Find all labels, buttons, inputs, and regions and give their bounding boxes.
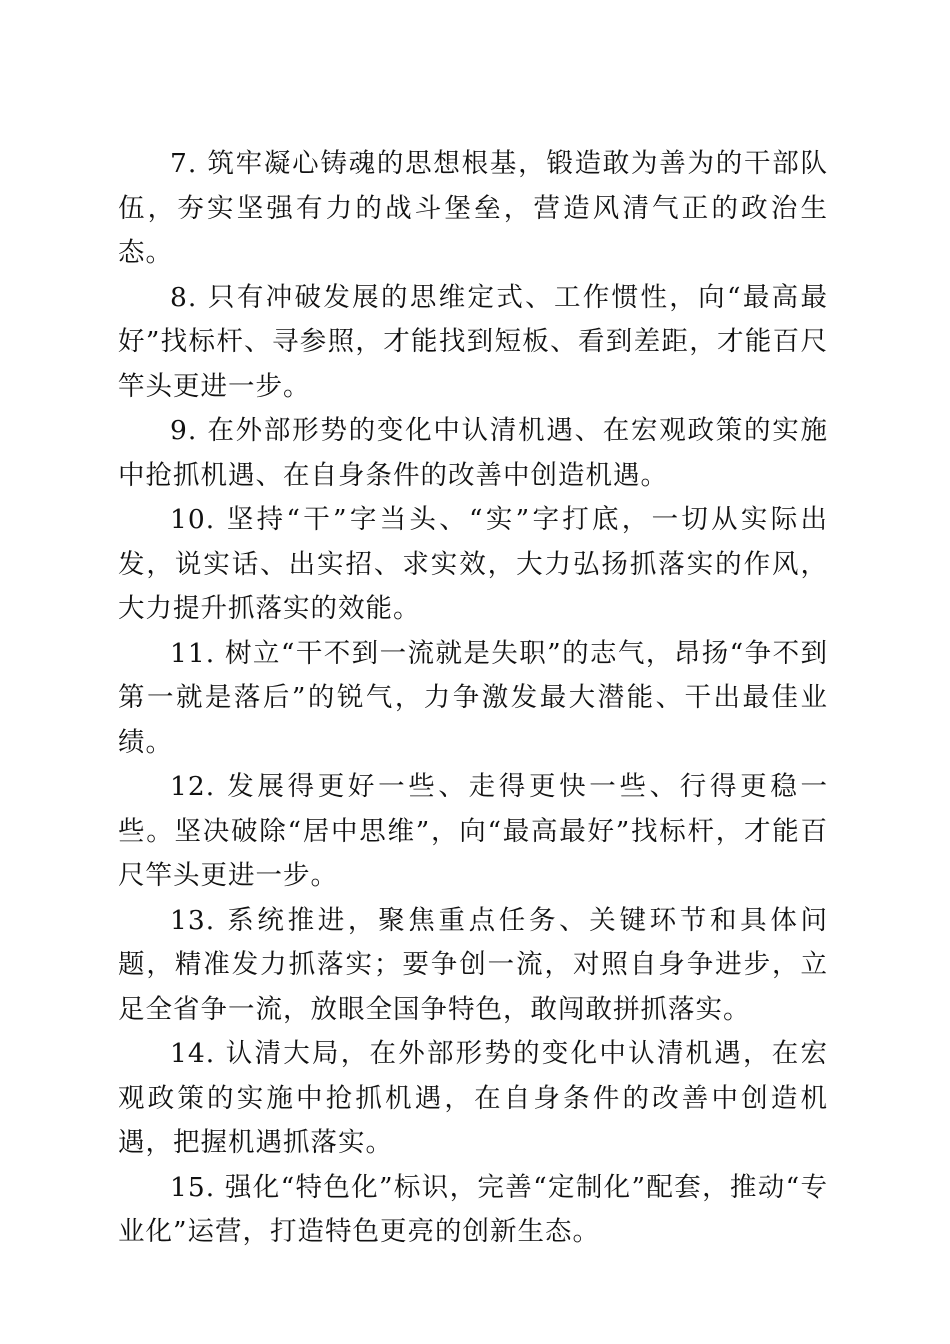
paragraph-item-8: 8. 只有冲破发展的思维定式、工作惯性，向“最高最好”找标杆、寻参照，才能找到短板、看到差距，才能百尺竿头更进一步。: [118, 281, 828, 402]
paragraph-item-9: 9. 在外部形势的变化中认清机遇、在宏观政策的实施中抢抓机遇、在自身条件的改善中创造机遇。: [118, 415, 828, 491]
paragraph-item-10: 10. 坚持“干”字当头、“实”字打底，一切从实际出发，说实话、出实招、求实效，大力弘扬抓落实的作风，大力提升抓落实的效能。: [118, 504, 828, 624]
document-page: [118, 142, 828, 1255]
paragraph-item-15: 15. 强化“特色化”标识，完善“定制化”配套，推动“专业化”运营，打造特色更亮的创新生态。: [118, 1171, 828, 1247]
paragraph-item-13: 13. 系统推进，聚焦重点任务、关键环节和具体问题，精准发力抓落实；要争创一流，对照自身争进步，立足全省争一流，放眼全国争特色，敢闯敢拼抓落实。: [118, 904, 828, 1025]
paragraph-item-14: 14. 认清大局，在外部形势的变化中认清机遇，在宏观政策的实施中抢抓机遇，在自身条件的改善中创造机遇，把握机遇抓落实。: [118, 1038, 828, 1158]
paragraph-item-12: 12. 发展得更好一些、走得更快一些、行得更稳一些。坚决破除“居中思维”，向“最高最好”找标杆，才能百尺竿头更进一步。: [118, 771, 828, 891]
paragraph-item-7: 7. 筑牢凝心铸魂的思想根基，锻造敢为善为的干部队伍，夯实坚强有力的战斗堡垒，营造风清气正的政治生态。: [118, 148, 828, 268]
paragraph-item-11: 11. 树立“干不到一流就是失职”的志气，昂扬“争不到第一就是落后”的锐气，力争激发最大潜能、干出最佳业绩。: [118, 637, 828, 758]
